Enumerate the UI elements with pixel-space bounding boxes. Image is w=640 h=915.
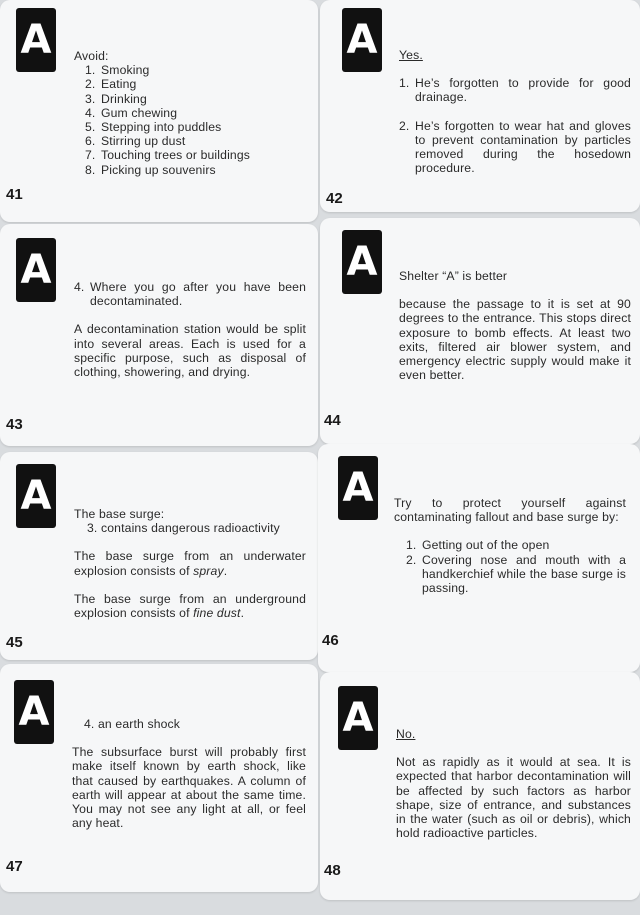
card-heading: Shelter “A” is better (399, 269, 508, 283)
card-number: 44 (324, 412, 341, 429)
card-41 (0, 0, 318, 222)
card-42 (320, 0, 640, 212)
answer-badge: A (342, 230, 382, 294)
protection-list (406, 538, 626, 595)
answer-badge: A (16, 238, 56, 302)
card-content (72, 717, 306, 844)
card-intro: Try to protect yourself against contaminating fallout and base surge by: (394, 496, 626, 525)
list-item: 4. Gum chewing (85, 105, 178, 120)
answer-badge: A (16, 464, 56, 528)
card-content (74, 507, 306, 634)
card-paragraph: Not as rapidly as it would at sea. It is expected that harbor decontamination will be affected by such factors as harbor shape, size of entrance, and substances in the water (such as oil or debris), which hold radioactive particles. (396, 755, 631, 841)
list-item: 5. Stepping into puddles (85, 120, 222, 135)
card-heading: Yes. (399, 48, 423, 62)
card-47 (0, 664, 318, 892)
list-item: 1. Smoking (85, 63, 150, 78)
card-number: 43 (6, 416, 23, 433)
card-45 (0, 452, 318, 660)
list-item: 7. Touching trees or buildings (85, 148, 251, 163)
card-paragraph: The base surge from an underground explosion consists of fine dust. (74, 591, 306, 621)
list-item: 2. He’s forgotten to wear hat and gloves to prevent contamination by particles removed during the hosedown procedure. (399, 118, 631, 176)
list-item: 3. Drinking (85, 91, 147, 106)
answer-badge: A (342, 8, 382, 72)
card-number: 47 (6, 858, 23, 875)
list-item: 6. Stirring up dust (85, 134, 186, 149)
card-46 (318, 444, 640, 672)
answer-badge: A (16, 8, 56, 72)
card-paragraph: because the passage to it is set at 90 degrees to the entrance. This stops direct exposure to bomb effects. At least two exits, filtered air blower system, and emergency electric supply would make it even better. (399, 297, 631, 383)
card-heading: 4. an earth shock (84, 717, 181, 731)
card-48 (320, 672, 640, 900)
list-item: 1. Getting out of the open (406, 538, 550, 553)
card-subheading: 3. contains dangerous radioactivity (87, 521, 280, 536)
card-number: 48 (324, 862, 341, 879)
list-item: 2. Eating (85, 77, 137, 92)
card-paragraph: A decontamination station would be split into several areas. Each is used for a specific purpose, such as disposal of clothing, showering, and drying. (74, 322, 306, 380)
list-item: 2. Covering nose and mouth with a handkerchief while the base surge is passing. (406, 552, 626, 596)
answer-list (399, 76, 631, 175)
card-number: 46 (322, 632, 339, 649)
list-item: 8. Picking up souvenirs (85, 162, 216, 177)
card-paragraph: The subsurface burst will probably first make itself known by earth shock, like that caused by earthquakes. A column of earth will appear at about the same time. You may not see any light at all, or feel any heat. (72, 745, 306, 831)
card-number: 45 (6, 634, 23, 651)
card-content (394, 496, 626, 595)
card-heading: No. (396, 727, 416, 741)
card-44 (320, 218, 640, 444)
answer-badge: A (338, 456, 378, 520)
card-43 (0, 224, 318, 446)
card-heading: The base surge: (74, 507, 165, 521)
item-list (74, 280, 306, 308)
card-paragraph: The base surge from an underwater explosion consists of spray. (74, 549, 306, 578)
list-item: 4. Where you go after you have been decontaminated. (74, 280, 306, 309)
avoid-intro: Avoid: (74, 49, 109, 63)
card-content (399, 269, 631, 396)
answer-badge: A (14, 680, 54, 744)
card-content (399, 48, 631, 175)
card-number: 42 (326, 190, 343, 207)
avoid-list (85, 63, 309, 177)
list-item: 1. He’s forgotten to provide for good drainage. (399, 76, 631, 105)
card-content (396, 727, 631, 854)
card-number: 41 (6, 186, 23, 203)
card-content (74, 280, 306, 393)
card-content (74, 49, 309, 177)
answer-badge: A (338, 686, 378, 750)
